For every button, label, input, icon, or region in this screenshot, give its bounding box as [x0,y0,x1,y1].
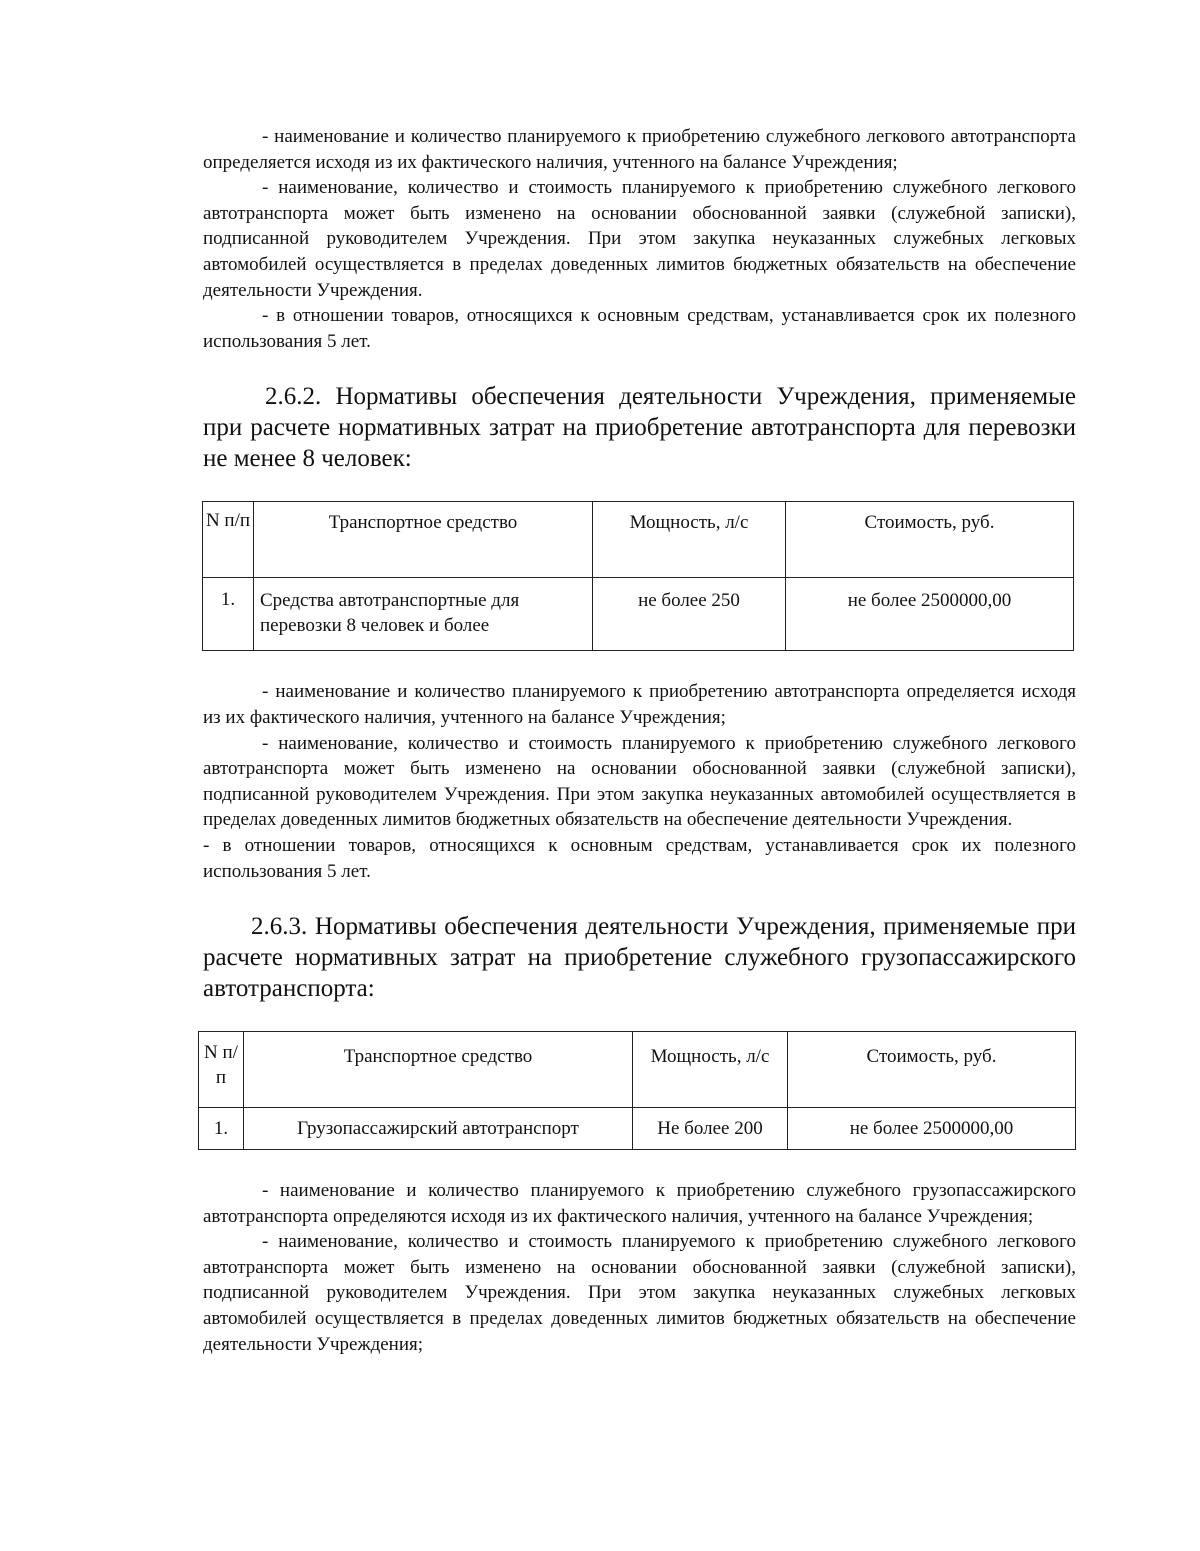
cell-power: не более 250 [593,578,786,651]
header-cell-cost: Стоимость, руб. [788,1032,1076,1108]
cell-cost: не более 2500000,00 [786,578,1074,651]
paragraph-cargo-change-basis: - наименование, количество и стоимость планируемого к приобретению служебного легкового автотранспорта может быть изменено на основании обоснованной заявки (служебной записки), подписанной руководителем Учреждения. При этом закупка неуказанных служебных легковых автомобилей осуществляется в пределах доведенных лимитов бюджетных обязательств на обеспечение деятельности Учреждения; [203,1231,1076,1355]
header-cell-number: N п/п [199,1032,244,1108]
cell-number: 1. [199,1108,244,1150]
cell-power: Не более 200 [633,1108,788,1150]
section-heading-2-6-2: 2.6.2. Нормативы обеспечения деятельности Учреждения, применяемые при расчете нормативных затрат на приобретение автотранспорта для перевозки не менее 8 человек: [203,383,1076,473]
paragraph-vehicle-change-basis: - наименование, количество и стоимость планируемого к приобретению служебного легкового автотранспорта может быть изменено на основании обоснованной заявки (служебной записки), подписанной руководителем Учреждения. При этом закупка неуказанных служебных легковых автомобилей осуществляется в пределах доведенных лимитов бюджетных обязательств на обеспечение деятельности Учреждения. [203,177,1076,301]
section-heading-2-6-3: 2.6.3. Нормативы обеспечения деятельности Учреждения, применяемые при расчете нормативных затрат на приобретение служебного грузопассажирского автотранспорта: [203,913,1076,1003]
paragraph-vehicle-name-quantity: - наименование и количество планируемого к приобретению служебного легкового автотранспорта определяется исходя из их фактического наличия, учтенного на балансе Учреждения; [203,126,1076,173]
table-header-row [199,1032,1076,1108]
header-cell-cost: Стоимость, руб. [786,502,1074,578]
cell-vehicle: Средства автотранспортные для перевозки 8 человек и более [254,578,593,651]
paragraph-transport-name-quantity: - наименование и количество планируемого к приобретению автотранспорта определяется исходя из их фактического наличия, учтенного на балансе Учреждения; [203,681,1076,728]
header-cell-power: Мощность, л/с [593,502,786,578]
paragraph-useful-life: - в отношении товаров, относящихся к основным средствам, устанавливается срок их полезного использования 5 лет. [203,305,1076,352]
paragraph-cargo-name-quantity: - наименование и количество планируемого к приобретению служебного грузопассажирского автотранспорта определяются исходя из их фактического наличия, учтенного на балансе Учреждения; [203,1180,1076,1227]
document-page [203,124,1076,1357]
cell-cost: не более 2500000,00 [788,1108,1076,1150]
header-cell-vehicle: Транспортное средство [254,502,593,578]
table-row [203,578,1074,651]
cell-vehicle: Грузопассажирский автотранспорт [244,1108,633,1150]
table-row [199,1108,1076,1150]
cell-number: 1. [203,578,254,651]
paragraph-transport-change-basis: - наименование, количество и стоимость планируемого к приобретению служебного легкового автотранспорта может быть изменено на основании обоснованной заявки (служебной записки), подписанной руководителем Учреждения. При этом закупка неуказанных автомобилей осуществляется в пределах доведенных лимитов бюджетных обязательств на обеспечение деятельности Учреждения. [203,732,1076,831]
header-cell-vehicle: Транспортное средство [244,1032,633,1108]
header-cell-power: Мощность, л/с [633,1032,788,1108]
paragraph-transport-useful-life: - в отношении товаров, относящихся к основным средствам, устанавливается срок их полезного использования 5 лет. [203,834,1076,882]
table-cargo-passenger-transport [198,1031,1076,1150]
header-cell-number: N п/п [203,502,254,578]
table-header-row [203,502,1074,578]
table-transport-8-persons [202,501,1074,651]
